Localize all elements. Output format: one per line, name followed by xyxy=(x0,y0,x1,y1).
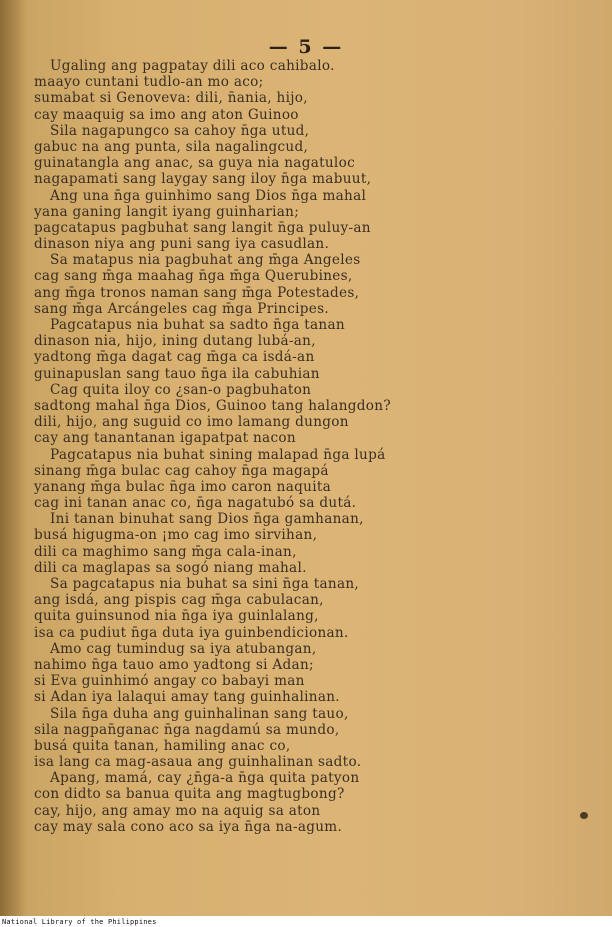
text-line: si Adan iya lalaqui amay tang guinhalinan. xyxy=(34,689,340,706)
text-line: Pagcatapus nia buhat sa sadto n̄ga tanan xyxy=(50,317,345,333)
text-line: Ugaling ang pagpatay dili aco cahibalo. xyxy=(50,58,335,74)
ink-speck xyxy=(580,812,588,819)
text-line: nahimo n̄ga tauo amo yadtong si Adan; xyxy=(34,656,314,673)
text-line: quita guinsunod nia n̄ga iya guinlalang, xyxy=(34,608,319,625)
text-line: cay may sala cono aco sa iya n̄ga na-agum. xyxy=(34,818,343,835)
text-line: nagapamati sang laygay sang iloy n̄ga mabuut, xyxy=(34,171,372,188)
text-line: yadtong m̄ga dagat cag m̄ga ca isdá-an xyxy=(34,349,315,366)
text-line: dinason niya ang puni sang iya casudlan. xyxy=(34,236,330,253)
text-line: Ini tanan binuhat sang Dios n̄ga gamhanan, xyxy=(50,511,364,528)
library-footer: National Library of the Philippines xyxy=(2,918,157,926)
page-number: — 5 — xyxy=(268,36,344,58)
text-line: cay maaquig sa imo ang aton Guinoo xyxy=(34,106,299,123)
text-line: Ang una n̄ga guinhimo sang Dios n̄ga mahal xyxy=(50,187,367,204)
text-line: sang m̄ga Arcángeles cag m̄ga Principes. xyxy=(34,300,330,317)
text-line: yanang m̄ga bulac n̄ga imo caron naquita xyxy=(34,478,332,495)
text-line: sinang m̄ga bulac cag cahoy n̄ga magapá xyxy=(34,462,329,479)
text-line: con didto sa banua quita ang magtugbong? xyxy=(34,786,345,803)
text-line: pagcatapus pagbuhat sang langit n̄ga puluy-an xyxy=(34,219,371,236)
text-line: cay, hijo, ang amay mo na aquig sa aton xyxy=(34,802,321,819)
text-line: Sa matapus nia pagbuhat ang m̄ga Angeles xyxy=(50,252,361,269)
text-line: Sila nagapungco sa cahoy n̄ga utud, xyxy=(50,122,310,139)
text-line: maayo cuntani tudlo-an mo aco; xyxy=(34,74,264,91)
text-line: Sa pagcatapus nia buhat sa sini n̄ga tanan, xyxy=(50,576,360,592)
text-line: sumabat si Genoveva: dili, n̄ania, hijo, xyxy=(34,90,308,107)
text-line: Cag quita iloy co ¿san-o pagbuhaton xyxy=(50,381,312,398)
text-line: Pagcatapus nia buhat sining malapad n̄ga lupá xyxy=(50,446,386,463)
text-line: isa lang ca mag-asaua ang guinhalinan sadto. xyxy=(34,754,362,771)
text-line: dili ca maghimo sang m̄ga cala-inan, xyxy=(34,543,297,560)
text-line: dinason nia, hijo, ining dutang lubá-an, xyxy=(34,333,316,350)
text-line: Sila n̄ga duha ang guinhalinan sang tauo, xyxy=(50,705,349,722)
text-line: sadtong mahal n̄ga Dios, Guinoo tang halangdon? xyxy=(34,397,391,414)
text-line: busá quita tanan, hamiling anac co, xyxy=(34,737,291,754)
text-line: ang m̄ga tronos naman sang m̄ga Potestades, xyxy=(34,284,360,301)
text-line: Apang, mamá, cay ¿n̄ga-a n̄ga quita patyon xyxy=(50,770,360,787)
text-line: cay ang tanantanan igapatpat nacon xyxy=(34,430,296,447)
text-line: Amo cag tumindug sa iya atubangan, xyxy=(50,640,317,657)
text-line: si Eva guinhimó angay co babayi man xyxy=(34,673,305,690)
poem-text xyxy=(34,58,464,835)
text-line: sila nagpan̄ganac n̄ga nagdamú sa mundo, xyxy=(34,721,340,738)
text-line: cag sang m̄ga maahag n̄ga m̄ga Querubines, xyxy=(34,268,353,285)
text-line: busá higugma-on ¡mo cag imo sirvihan, xyxy=(34,527,318,544)
text-line: guinapuslan sang tauo n̄ga ila cabuhian xyxy=(34,365,320,382)
text-line: dili, hijo, ang suguid co imo lamang dungon xyxy=(34,414,349,431)
text-line: guinatangla ang anac, sa guya nia nagatuloc xyxy=(34,155,355,172)
text-line: ang isdá, ang pispis cag m̄ga cabulacan, xyxy=(34,592,324,609)
text-line: isa ca pudiut n̄ga duta iya guinbendicionan. xyxy=(34,624,349,641)
text-line: dili ca maglapas sa sogó niang mahal. xyxy=(34,559,307,576)
text-line: cag ini tanan anac co, n̄ga nagatubó sa dutá. xyxy=(34,495,357,512)
text-line: gabuc na ang punta, sila nagalingcud, xyxy=(34,138,309,155)
text-line: yana ganing langit iyang guinharian; xyxy=(34,203,300,220)
